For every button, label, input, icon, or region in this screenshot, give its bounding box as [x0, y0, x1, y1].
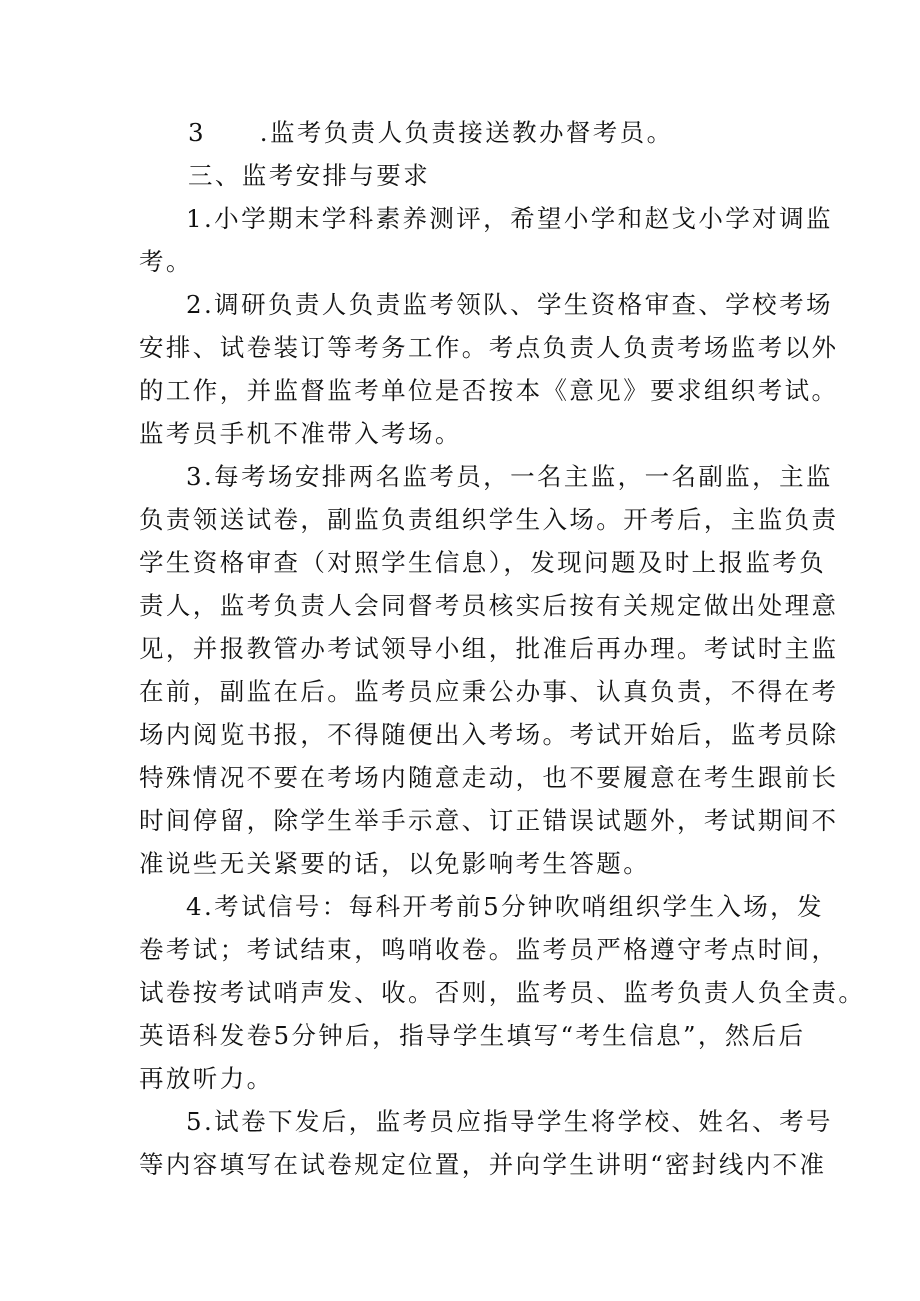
- text-line: 责人，监考负责人会同督考员核实后按有关规定做出处理意: [139, 591, 839, 620]
- text-line: 安排、试卷装订等考务工作。考点负责人负责考场监考以外: [139, 333, 839, 362]
- section-heading: 三、监考安排与要求: [188, 161, 431, 190]
- text-line: 准说些无关紧要的话，以免影响考生答题。: [139, 849, 651, 878]
- text-line: 的工作，并监督监考单位是否按本《意见》要求组织考试。: [139, 376, 839, 405]
- text-line: 3 .监考负责人负责接送教办督考员。: [188, 118, 674, 147]
- text-line: 特殊情况不要在考场内随意走动，也不要履意在考生跟前长: [139, 763, 839, 792]
- text-line: 负责领送试卷，副监负责组织学生入场。开考后，主监负责: [139, 505, 839, 534]
- text-line: 英语科发卷5分钟后，指导学生填写“考生信息”，然后后: [139, 1021, 806, 1050]
- text-line: 试卷按考试哨声发、收。否则，监考员、监考负责人负全责。: [139, 978, 866, 1007]
- text-line: 2.调研负责人负责监考领队、学生资格审查、学校考场: [186, 290, 833, 319]
- text-line: 等内容填写在试卷规定位置，并向学生讲明“密封线内不准: [139, 1150, 827, 1179]
- text-line: 3.每考场安排两名监考员，一名主监，一名副监，主监: [186, 462, 833, 491]
- text-line: 见，并报教管办考试领导小组，批准后再办理。考试时主监: [139, 634, 839, 663]
- text-line: 在前，副监在后。监考员应秉公办事、认真负责，不得在考: [139, 677, 839, 706]
- text-line: 1.小学期末学科素养测评，希望小学和赵戈小学对调监: [186, 204, 833, 233]
- text-line: 时间停留，除学生举手示意、订正错误试题外，考试期间不: [139, 806, 839, 835]
- text-line: 卷考试；考试结束，鸣哨收卷。监考员严格遵守考点时间，: [139, 935, 839, 964]
- text-line: 考。: [139, 247, 193, 276]
- text-line: 5.试卷下发后，监考员应指导学生将学校、姓名、考号: [186, 1107, 833, 1136]
- text-line: 4.考试信号：每科开考前5分钟吹哨组织学生入场，发: [186, 892, 824, 921]
- text-line: 场内阅览书报，不得随便出入考场。考试开始后，监考员除: [139, 720, 839, 749]
- text-line: 监考员手机不准带入考场。: [139, 419, 462, 448]
- text-line: 学生资格审查（对照学生信息），发现问题及时上报监考负: [139, 548, 827, 577]
- text-line: 再放听力。: [139, 1064, 274, 1093]
